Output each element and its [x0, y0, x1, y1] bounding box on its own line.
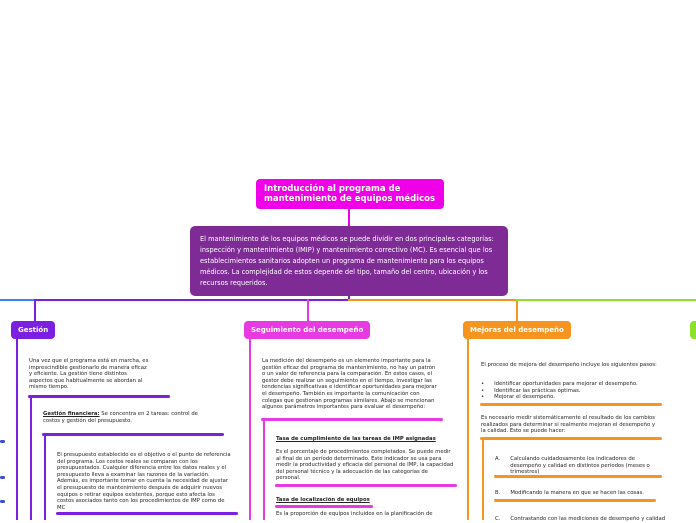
gestion-financial-text: Se concentra en 2 tareas: control de costos y gestión del presupuesto.: [43, 411, 198, 424]
mejoras-steps: [481, 381, 661, 401]
branch-gestion-label: Gestión: [18, 326, 49, 334]
mejoras-need: Es necesario medir sistemáticamente el resultado de los cambios realizados para determinar si realmente mejoran el desempeño y la calidad. Esto se puede hacer:: [481, 415, 656, 435]
seguimiento-trunk: [249, 339, 251, 520]
root-description: El mantenimiento de los equipos médicos se puede dividir en dos principales categorías: inspección y mantenimiento (IMIP) y mantenimiento correctivo (MC). Es esencial que los establecimientos sanitarios adopten un programa de mantenimiento para los equipos médicos. La complejidad de estos depende del tipo, tamaño del centro, ubicación y los recursos requeridos.: [200, 235, 494, 287]
mejoras-step-2: • Identificar las prácticas óptimas.: [481, 387, 581, 394]
seguimiento-rate-title: Tasa de cumplimiento de las tareas de IMP asignadas: [276, 436, 436, 442]
seguimiento-sub-trunk: [263, 420, 265, 520]
gestion-connector-v: [34, 299, 36, 321]
mejoras-option-a-underline: [494, 475, 662, 478]
gestion-financial: [43, 411, 213, 424]
mejoras-sub-trunk: [482, 439, 484, 520]
gestion-trunk: [16, 339, 18, 520]
mejoras-connector-v: [516, 299, 518, 321]
root-title: Introducción al programa de mantenimiento de equipos médicos: [264, 184, 436, 204]
gestion-connector-h: [34, 299, 348, 301]
mejoras-option-a: A. Calculando cuidadosamente los indicadores de desempeño y calidad en distintos períodos (meses o trimestres): [495, 456, 650, 476]
branch-right-edge[interactable]: [690, 321, 696, 339]
left-marker-1: [0, 440, 5, 443]
gestion-financial-title: Gestión financiera:: [43, 411, 100, 417]
seguimiento-intro-underline: [261, 418, 443, 421]
root-title-node[interactable]: [256, 179, 444, 209]
gestion-intro-underline: [28, 395, 170, 398]
seguimiento-loc-text: Es la proporción de equipos incluidos en la planificación de: [276, 511, 433, 517]
left-edge-line: [0, 299, 34, 301]
seguimiento-rate-text: Es el porcentaje de procedimientos completados. Se puede medir al final de un período determinado. Este indicador se usa para medir la productividad y eficacia del personal de IMP, la capacidad del personal técnico y la adecuación de las categorías de personal.: [276, 449, 454, 482]
seguimiento-connector-v: [307, 299, 309, 321]
mejoras-trunk: [467, 339, 469, 520]
left-marker-3: [0, 500, 5, 503]
gestion-sub-trunk: [30, 397, 32, 520]
mejoras-need-underline: [480, 437, 662, 440]
branch-mejoras[interactable]: [463, 321, 571, 339]
left-marker-2: [0, 476, 5, 479]
seguimiento-intro: La medición del desempeño es un elemento importante para la gestión eficaz del programa de mantenimiento, no hay un patrón o un valor de referencia para la comparación. En estos casos, el gestor debe realizar un seguimiento en el tiempo, investigar las tendencias significativas e identificar oportunidades para mejorar el desempeño. También es importante la comunicación con colegas que gestionan programas similares. Abajo se mencionan algunos parámetros importantes para evaluar el desempeño:: [262, 358, 437, 411]
branch-mejoras-label: Mejoras del desempeño: [470, 326, 564, 334]
gestion-intro: Una vez que el programa está en marcha, es imprescindible gestionarlo de manera eficaz y eficiente. La gestión tiene distintos aspectos que habitualmente se abordan al mismo tiempo.: [29, 358, 149, 391]
root-connector: [348, 209, 350, 226]
mejoras-option-c: C. Contrastando con las mediciones de desempeño y calidad: [495, 516, 666, 522]
branch-gestion[interactable]: [11, 321, 55, 339]
seguimiento-loc-underline: [275, 505, 373, 508]
branch-seguimiento-label: Seguimiento del desempeño: [251, 326, 364, 334]
mejoras-connector-h: [348, 299, 516, 301]
right-edge-connector: [516, 299, 696, 301]
mejoras-step-3: • Mejorar el desempeño.: [481, 394, 555, 401]
mejoras-step-1: • Identificar oportunidades para mejorar el desempeño.: [481, 381, 638, 387]
branch-seguimiento[interactable]: [244, 321, 370, 339]
mejoras-option-b-underline: [494, 499, 656, 502]
seguimiento-rate-underline: [275, 484, 457, 487]
gestion-budget-trunk: [44, 435, 46, 520]
gestion-financial-underline: [42, 433, 224, 436]
mejoras-intro-underline: [480, 403, 662, 406]
mejoras-option-b: B. Modificando la manera en que se hacen las cosas.: [495, 490, 644, 496]
gestion-budget-underline: [56, 512, 238, 515]
seguimiento-loc-title: Tasa de localización de equipos: [276, 497, 370, 503]
gestion-budget: El presupuesto establecido es el objetivo o el punto de referencia del programa. Los costos reales se comparan con los presupuestados. Cualquier diferencia entre los datos reales y el presupuesto lleva a examinar las razones de la variación. Además, es importante tomar en cuenta la necesidad de ajustar el presupuesto de mantenimiento después de adquirir nuevos equipos o retirar equipos existentes, porque esto afecta los costos asociados tanto con los procedimientos de IMP como de MC: [57, 452, 231, 511]
root-description-node[interactable]: [190, 226, 508, 296]
mejoras-intro: El proceso de mejora del desempeño incluye los siguientes pasos:: [481, 362, 657, 368]
